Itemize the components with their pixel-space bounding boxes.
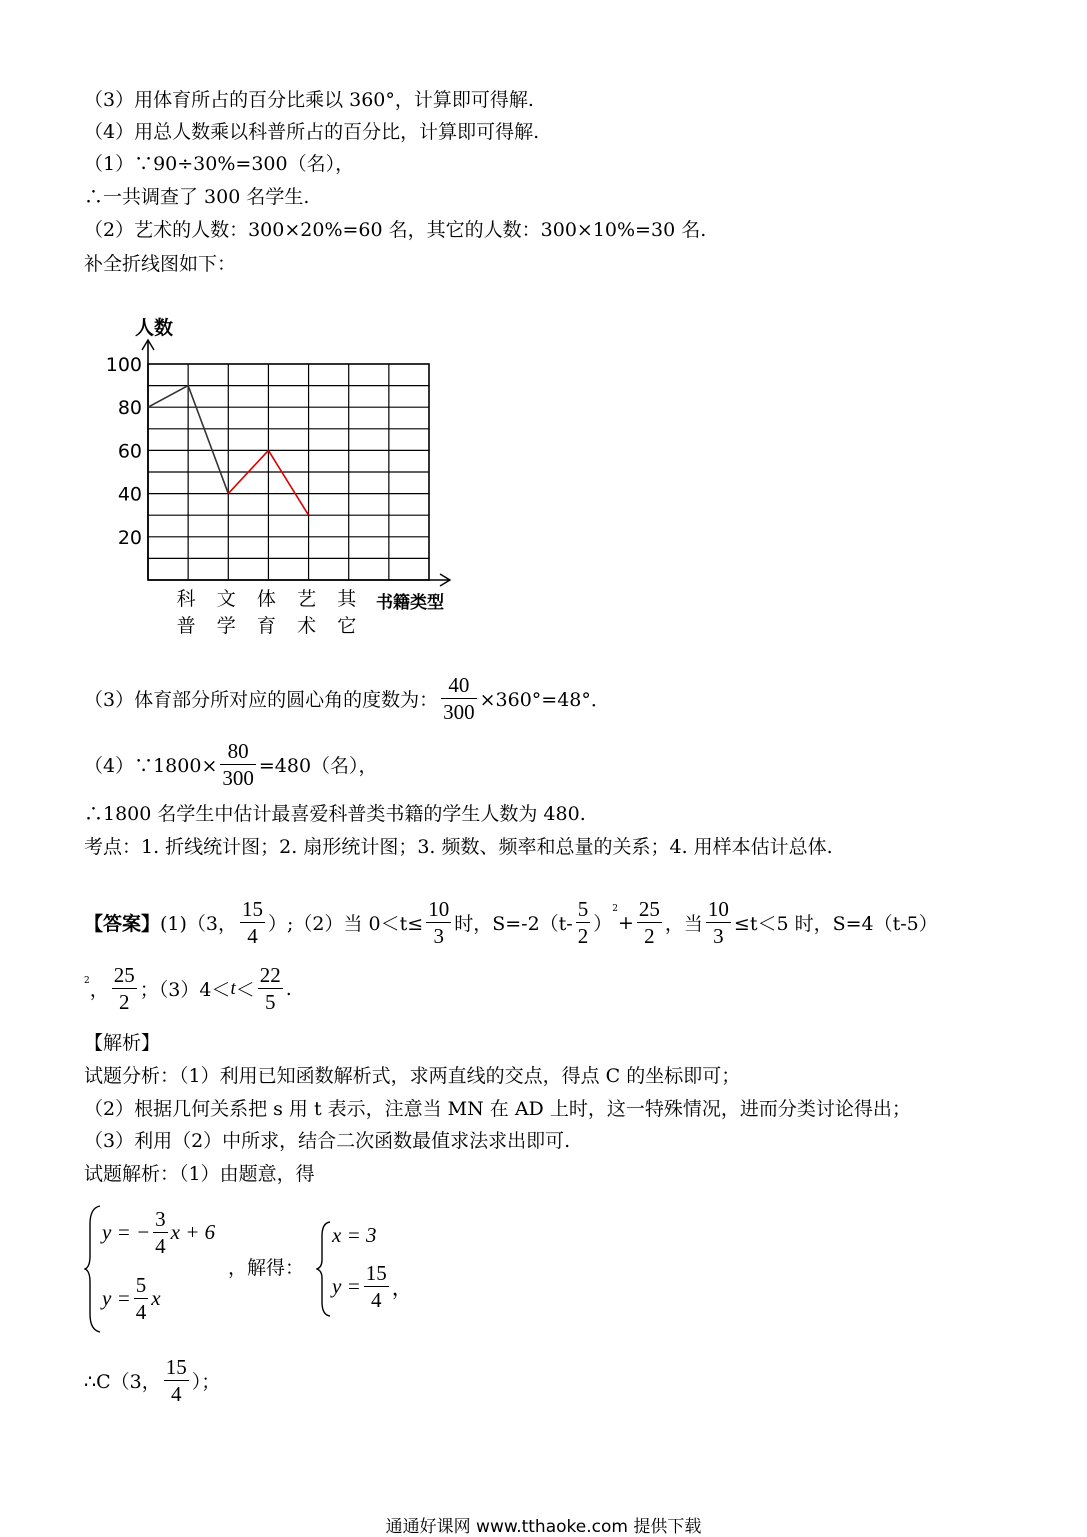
- y-tick-label: 80: [117, 397, 142, 420]
- answer-text: 时，S=-2（t-: [454, 913, 573, 935]
- answer-text: +: [617, 911, 634, 934]
- fraction: $\frac{5}{2}$: [577, 897, 589, 948]
- y-tick-label: 100: [105, 354, 142, 376]
- analysis-line: 试题分析：（1）利用已知函数解析式，求两直线的交点，得点 C 的坐标即可；: [84, 1065, 741, 1087]
- x-tick-label: 育: [256, 615, 276, 637]
- y-axis-label: 人数: [135, 317, 174, 339]
- jiexi-heading: 【解析】: [84, 1032, 161, 1054]
- y-tick-label: 40: [117, 483, 142, 506]
- fraction: $\frac{25}{2}$: [113, 963, 135, 1014]
- x-tick-label: 艺: [297, 588, 317, 610]
- series-segment: [188, 386, 228, 494]
- analysis-line: （2）根据几何关系把 s 用 t 表示，注意当 MN 在 AD 上时，这一特殊情况，进而分类讨论得出；: [84, 1098, 911, 1120]
- equation-2: y = $\frac{5}{4}$ x: [102, 1273, 161, 1324]
- left-brace: [84, 1204, 104, 1334]
- part4-line: [84, 738, 378, 791]
- analysis-line: （3）利用（2）中所求，结合二次函数最值求法求出即可.: [84, 1130, 571, 1152]
- x-axis-label: 书籍类型: [376, 593, 444, 613]
- fraction: $\frac{80}{300}$: [222, 739, 254, 790]
- superscript: 2: [84, 975, 90, 986]
- fraction: $\frac{10}{3}$: [707, 897, 729, 948]
- text-line: （2）艺术的人数：300×20%=60 名，其它的人数：300×10%=30 名.: [84, 219, 707, 241]
- fraction: $\frac{15}{4}$: [165, 1355, 187, 1406]
- fraction: $\frac{5}{4}$: [135, 1273, 147, 1324]
- footer: 通通好课网 www.tthaoke.com 提供下载: [385, 1517, 702, 1537]
- x-tick-label: 普: [176, 615, 196, 637]
- part3-line: [84, 672, 610, 725]
- fraction: $\frac{40}{300}$: [443, 673, 475, 724]
- line-chart: [100, 312, 480, 642]
- text-line: 补全折线图如下：: [84, 253, 237, 275]
- answer-head: 【答案】: [84, 913, 161, 935]
- answer-text: ）: [593, 913, 613, 935]
- x-tick-label: 体: [256, 588, 276, 610]
- series-segment: [148, 386, 188, 408]
- text-line: （1）∵90÷30%=300（名），: [84, 153, 355, 175]
- fraction: $\frac{15}{4}$: [365, 1261, 387, 1312]
- fraction: $\frac{10}{3}$: [428, 897, 450, 948]
- y-tick-label: 60: [117, 440, 142, 463]
- fraction: $\frac{15}{4}$: [242, 897, 264, 948]
- conclusion-line: ∴1800 名学生中估计最喜爱科普类书籍的学生人数为 480.: [84, 803, 586, 825]
- y-tick-label: 20: [117, 526, 142, 549]
- superscript: 2: [612, 903, 618, 914]
- answer-line-1: [84, 896, 938, 949]
- x-tick-label: 其: [337, 588, 357, 610]
- equation-1: y = − $\frac{3}{4}$ x + 6: [102, 1207, 216, 1258]
- x-tick-label: 文: [216, 588, 236, 610]
- text-line: （3）用体育所占的百分比乘以 360°，计算即可得解.: [84, 89, 534, 111]
- kaodian-line: 考点：1. 折线统计图；2. 扇形统计图；3. 频数、频率和总量的关系；4. 用样本估计总体.: [84, 836, 833, 858]
- part4-suffix: =480（名），: [258, 755, 378, 777]
- solution-y: y = $\frac{15}{4}$ ，: [332, 1261, 413, 1312]
- solution-x: x = 3: [332, 1223, 377, 1247]
- answer-text: ≤t＜5 时，S=4（t-5）: [733, 913, 938, 935]
- solve-label: ，解得：: [228, 1257, 305, 1279]
- answer-text: .: [285, 977, 292, 1000]
- fraction: $\frac{3}{4}$: [155, 1207, 166, 1258]
- c-point-line: ∴C（3， $\frac{15}{4}$ ）；: [84, 1355, 221, 1406]
- answer-text: ，: [89, 979, 109, 1001]
- analysis-line: 试题解析：（1）由题意，得: [84, 1163, 315, 1185]
- answer-line-2: [84, 962, 292, 1015]
- text-line: （4）用总人数乘以科普所占的百分比，计算即可得解.: [84, 121, 540, 143]
- answer-text: ；（3）4＜: [139, 979, 231, 1001]
- part3-prefix: （3）体育部分所对应的圆心角的度数为：: [84, 689, 439, 711]
- series-segment: [268, 450, 308, 515]
- x-tick-label: 术: [297, 615, 317, 637]
- fraction: $\frac{22}{5}$: [259, 963, 281, 1014]
- text-line: ∴一共调查了 300 名学生.: [84, 186, 310, 208]
- part3-suffix: ×360°=48°．: [479, 689, 610, 711]
- variable: t: [230, 977, 236, 999]
- x-tick-label: 学: [216, 615, 236, 637]
- part4-prefix: （4）∵1800×: [84, 755, 218, 777]
- x-tick-label: 科: [176, 588, 196, 610]
- answer-text: ＜: [235, 979, 255, 1001]
- answer-text: ，当: [664, 913, 703, 935]
- answer-text: ）;（2）当 0＜t≤: [268, 913, 424, 935]
- x-tick-label: 它: [337, 615, 357, 637]
- answer-text: (1)（3，: [160, 913, 238, 935]
- fraction: $\frac{25}{2}$: [638, 897, 660, 948]
